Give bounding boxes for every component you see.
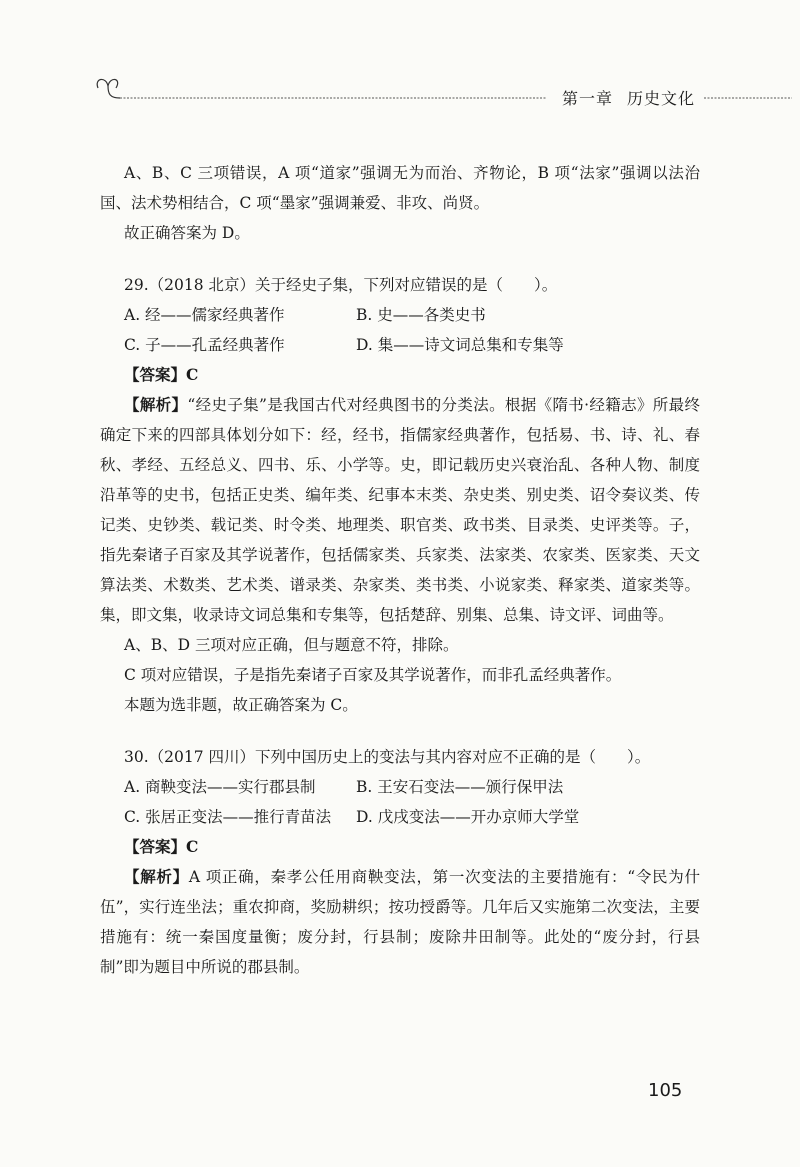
q29-option-c: C. 子——孔孟经典著作 xyxy=(124,336,285,354)
q29-options-row-1 xyxy=(100,300,700,330)
page-number: 105 xyxy=(648,1080,683,1101)
page-body xyxy=(100,158,700,982)
running-header xyxy=(92,70,792,110)
q29-conclusion: 本题为选非题，故正确答案为 C。 xyxy=(124,696,358,714)
q30-answer xyxy=(100,832,700,862)
q29-explanation-2: C 项对应错误，子是指先秦诸子百家及其学说著作，而非孔孟经典著作。 xyxy=(124,666,622,684)
q30-option-d: D. 戊戌变法——开办京师大学堂 xyxy=(356,808,580,826)
q29-option-d: D. 集——诗文词总集和专集等 xyxy=(356,336,564,354)
q30-option-a: A. 商鞅变法——实行郡县制 xyxy=(124,778,316,796)
q29-answer xyxy=(100,360,700,390)
chapter-number: 第一章 xyxy=(562,89,614,108)
q30-option-c: C. 张居正变法——推行青苗法 xyxy=(124,808,332,826)
q30-option-b: B. 王安石变法——颁行保甲法 xyxy=(356,778,564,796)
q29-stem: 29.（2018 北京）关于经史子集，下列对应错误的是（ ）。 xyxy=(124,276,558,294)
chapter-heading xyxy=(562,86,709,109)
answer-value: C xyxy=(186,365,199,384)
answer-value: C xyxy=(186,837,199,856)
q29-analysis xyxy=(100,390,700,630)
analysis-label: 【解析】 xyxy=(124,867,189,886)
analysis-label: 【解析】 xyxy=(124,395,188,414)
q29-option-a: A. 经——儒家经典著作 xyxy=(124,306,285,324)
q29-option-b: B. 史——各类史书 xyxy=(356,306,486,324)
q29-explanation-1: A、B、D 三项对应正确，但与题意不符，排除。 xyxy=(124,636,459,654)
analysis-text: A 项正确，秦孝公任用商鞅变法，第一次变法的主要措施有：“令民为什伍”，实行连坐法；重农抑商，奖励耕织；按功授爵等。几年后又实施第二次变法，主要措施有：统一秦国度量衡；废分封，行县制；废除井田制等。此处的“废分封，行县制”即为题目中所说的郡县制。 xyxy=(100,868,700,976)
chapter-title: 历史文化 xyxy=(627,89,696,108)
q30-stem: 30.（2017 四川）下列中国历史上的变法与其内容对应不正确的是（ ）。 xyxy=(124,748,651,766)
analysis-text: “经史子集”是我国古代对经典图书的分类法。根据《隋书·经籍志》所最终确定下来的四部具体划分如下：经，经书，指儒家经典著作，包括易、书、诗、礼、春秋、孝经、五经总义、四书、乐、小学等。史，即记载历史兴衰治乱、各种人物、制度沿革等的史书，包括正史类、编年类、纪事本末类、杂史类、别史类、诏令奏议类、传记类、史钞类、载记类、时令类、地理类、职官类、政书类、目录类、史评类等。子，指先秦诸子百家及其学说著作，包括儒家类、兵家类、法家类、农家类、医家类、天文算法类、术数类、艺术类、谱录类、杂家类、类书类、小说家类、释家类、道家类等。集，即文集，收录诗文词总集和专集等，包括楚辞、别集、总集、诗文评、词曲等。 xyxy=(100,396,700,624)
answer-label: 【答案】 xyxy=(124,365,187,384)
q30-options-row-2 xyxy=(100,802,700,832)
q29-options-row-2 xyxy=(100,330,700,360)
answer-label: 【答案】 xyxy=(124,837,187,856)
q30-analysis xyxy=(100,862,700,982)
intro-paragraph: A、B、C 三项错误，A 项“道家”强调无为而治、齐物论，B 项“法家”强调以法治国、法术势相结合，C 项“墨家”强调兼爱、非攻、尚贤。 xyxy=(100,164,700,212)
intro-conclusion: 故正确答案为 D。 xyxy=(124,224,250,242)
q30-options-row-1 xyxy=(100,772,700,802)
